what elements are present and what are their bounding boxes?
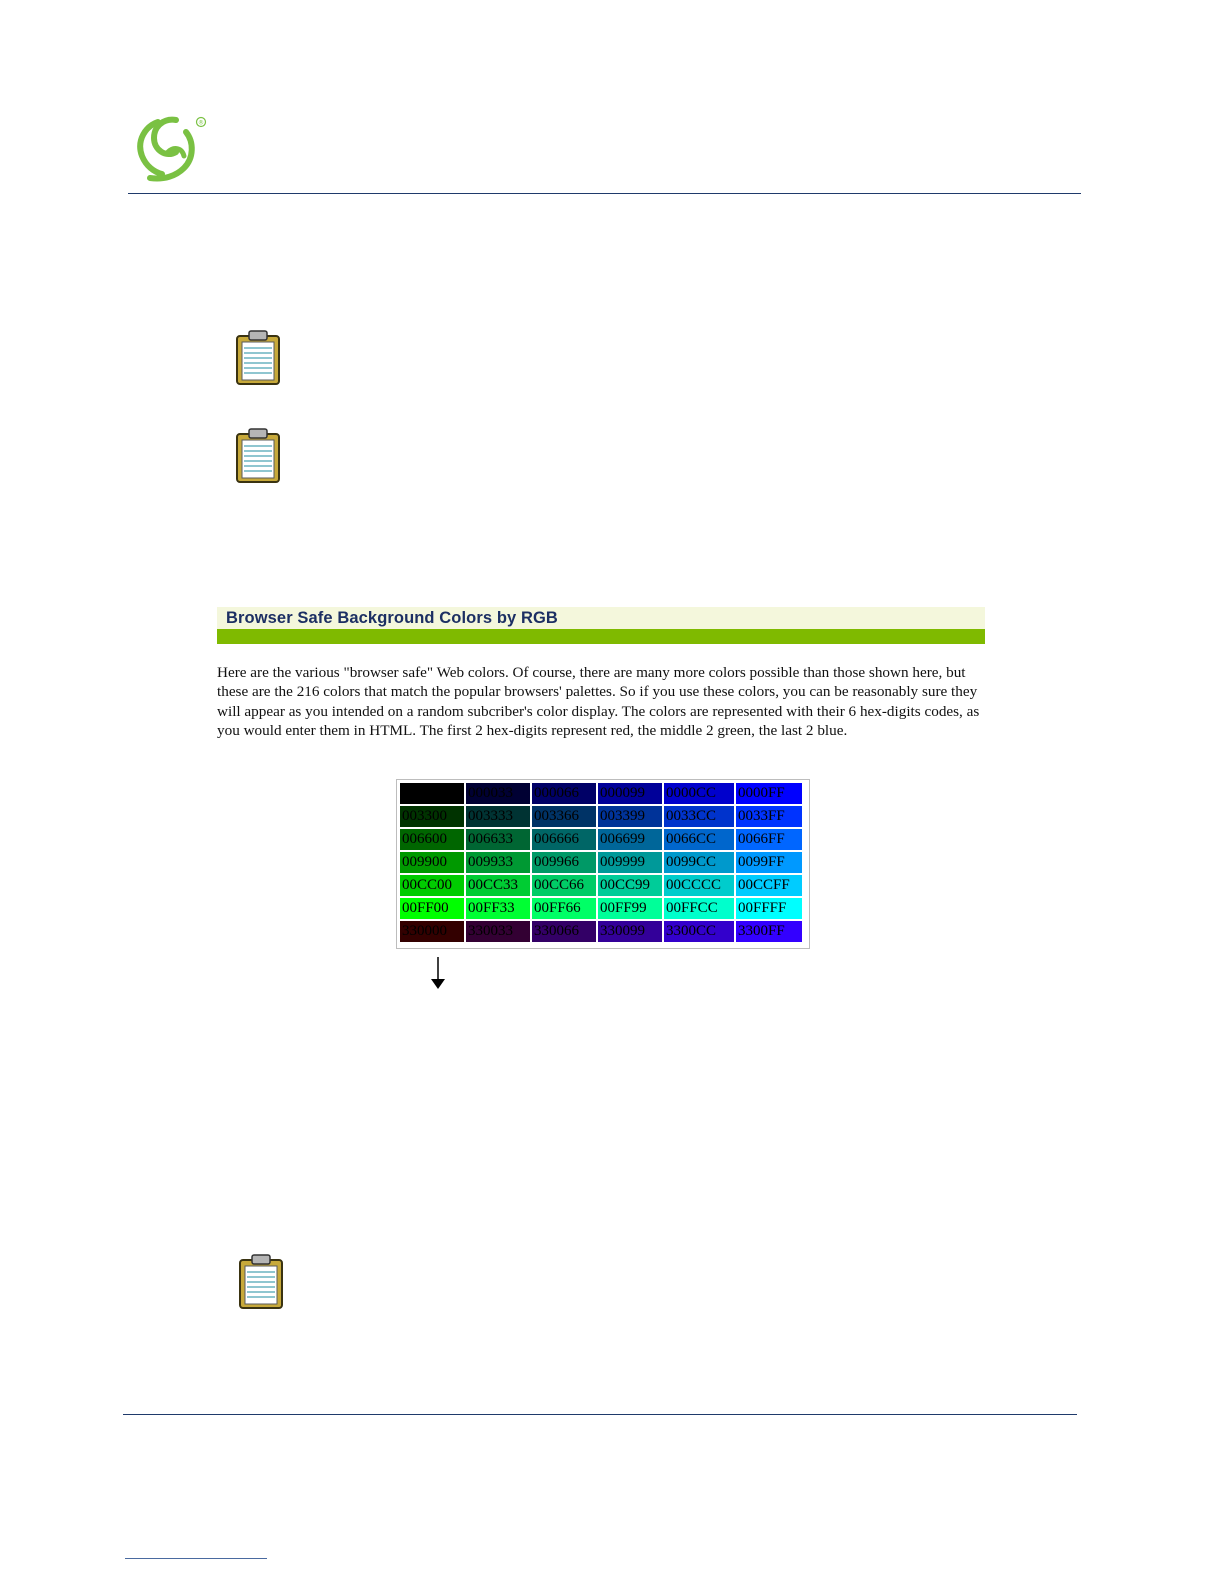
- color-swatch: 000066: [532, 783, 596, 804]
- color-swatch: 003399: [598, 806, 662, 827]
- color-swatch: 00CCCC: [664, 875, 734, 896]
- swatch-row: [400, 806, 802, 827]
- down-arrow-icon: [429, 957, 447, 991]
- color-swatch: 0000FF: [736, 783, 802, 804]
- color-swatch: 006699: [598, 829, 662, 850]
- color-swatch: 00FFCC: [664, 898, 734, 919]
- company-logo: [128, 112, 212, 186]
- color-swatch: 000033: [466, 783, 530, 804]
- swatch-row: [400, 875, 802, 896]
- color-swatch: 00FF00: [400, 898, 464, 919]
- footnote-rule: [125, 1558, 267, 1559]
- color-swatch: 006633: [466, 829, 530, 850]
- color-swatch: 00FFFF: [736, 898, 802, 919]
- swirl-logo-icon: [128, 112, 212, 186]
- color-swatch: 003366: [532, 806, 596, 827]
- color-swatch: 330066: [532, 921, 596, 942]
- color-swatch: 003333: [466, 806, 530, 827]
- color-swatch: 3300CC: [664, 921, 734, 942]
- header-rule: [128, 193, 1081, 194]
- clipboard-icon: [238, 1254, 284, 1310]
- color-swatch: 00CC00: [400, 875, 464, 896]
- swatch-row: [400, 852, 802, 873]
- swatch-row: [400, 783, 802, 804]
- color-swatch: 0000CC: [664, 783, 734, 804]
- panel-title: Browser Safe Background Colors by RGB: [226, 609, 558, 627]
- swatch-grid: [398, 781, 804, 944]
- color-swatch: 00CCFF: [736, 875, 802, 896]
- color-swatch: 330033: [466, 921, 530, 942]
- swatch-row: [400, 921, 802, 942]
- color-swatch: 00CC33: [466, 875, 530, 896]
- color-swatch: 0033CC: [664, 806, 734, 827]
- panel-title-bar: [217, 607, 985, 629]
- registered-mark: ®: [198, 119, 204, 127]
- color-swatch: 330000: [400, 921, 464, 942]
- color-swatch: 00CC99: [598, 875, 662, 896]
- panel-accent-bar: [217, 629, 985, 644]
- color-swatch: 009933: [466, 852, 530, 873]
- color-swatch: 006600: [400, 829, 464, 850]
- color-swatch: 00CC66: [532, 875, 596, 896]
- color-swatch: 006666: [532, 829, 596, 850]
- color-swatch-table: [396, 779, 810, 949]
- color-swatch: 00FF66: [532, 898, 596, 919]
- swatch-row: [400, 829, 802, 850]
- color-swatch: 3300FF: [736, 921, 802, 942]
- color-swatch: 009900: [400, 852, 464, 873]
- color-swatch: 00FF99: [598, 898, 662, 919]
- clipboard-icon: [235, 330, 281, 386]
- color-swatch: 000099: [598, 783, 662, 804]
- panel-description: Here are the various "browser safe" Web colors. Of course, there are many more colors possible than those shown here, but these are the 216 colors that match the popular browsers' palettes. So if you use these colors, you can be reasonably sure they will appear as you intended on a random subcriber's color display. The colors are represented with their 6 hex-digits codes, as you would enter them in HTML. The first 2 hex-digits represent red, the middle 2 green, the last 2 blue.: [217, 664, 980, 740]
- color-swatch: 000000: [400, 783, 464, 804]
- clipboard-icon: [235, 428, 281, 484]
- color-swatch: 009999: [598, 852, 662, 873]
- color-swatch: 0066FF: [736, 829, 802, 850]
- color-swatch: 330099: [598, 921, 662, 942]
- swatch-row: [400, 898, 802, 919]
- footer-rule: [123, 1414, 1077, 1415]
- color-swatch: 009966: [532, 852, 596, 873]
- color-swatch: 0066CC: [664, 829, 734, 850]
- color-swatch: 0099CC: [664, 852, 734, 873]
- color-swatch: 0099FF: [736, 852, 802, 873]
- color-swatch: 00FF33: [466, 898, 530, 919]
- color-swatch: 003300: [400, 806, 464, 827]
- color-swatch: 0033FF: [736, 806, 802, 827]
